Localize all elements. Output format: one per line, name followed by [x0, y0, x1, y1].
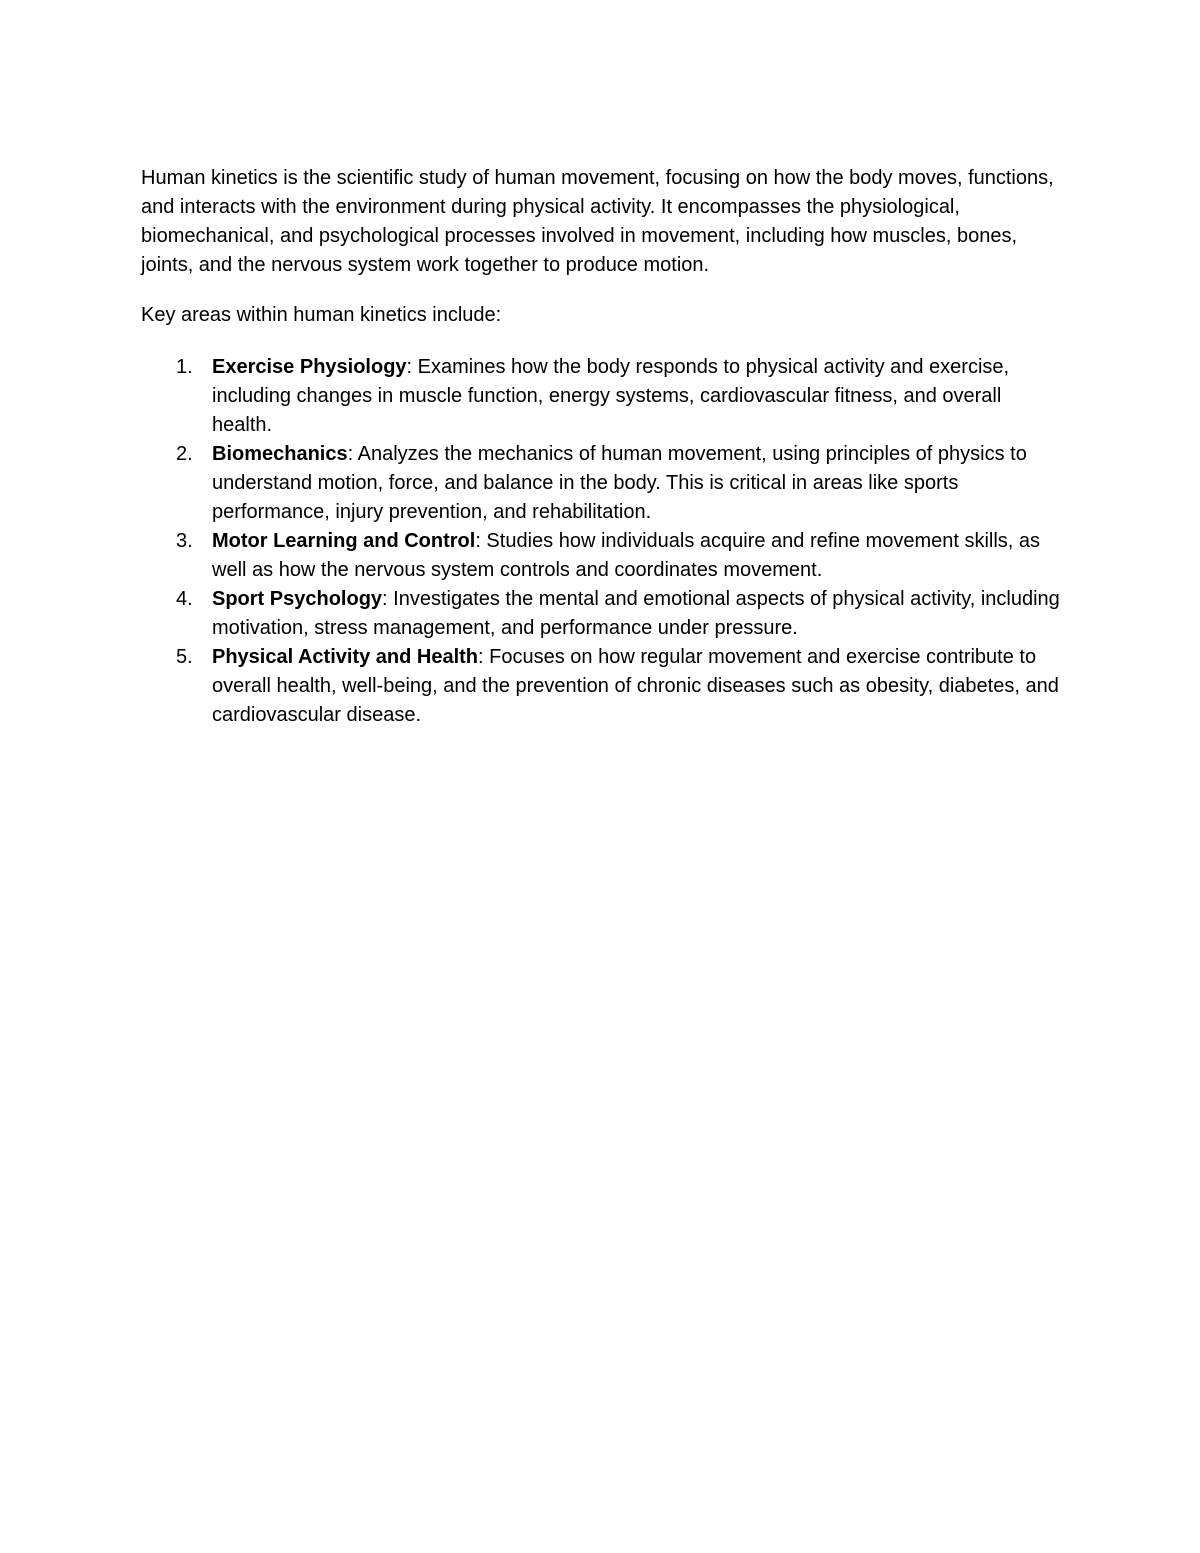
list-item-term: Sport Psychology: [212, 588, 383, 610]
list-lead-in: Key areas within human kinetics include:: [141, 304, 502, 326]
list-item-description: : Analyzes the mechanics of human movement, using principles of physics to understand motion, force, and balance in the body. This is critical in areas like sports performance, injury prevention, and rehabilitation.: [212, 443, 1027, 523]
list-item-number: 2.: [176, 443, 193, 465]
list-item: [141, 440, 1061, 527]
list-item-description: : Investigates the mental and emotional aspects of physical activity, including motivation, stress management, and performance under pressure.: [212, 588, 1060, 639]
list-item: [141, 353, 1061, 440]
list-item-number: 1.: [176, 356, 193, 378]
list-item-term: Physical Activity and Health: [212, 646, 479, 668]
list-item-number: 5.: [176, 646, 193, 668]
list-item-description: : Examines how the body responds to physical activity and exercise, including changes in muscle function, energy systems, cardiovascular fitness, and overall health.: [212, 356, 1010, 436]
list-item-term: Biomechanics: [212, 443, 348, 465]
list-item: [141, 585, 1061, 643]
list-item-description: : Focuses on how regular movement and exercise contribute to overall health, well-being, and the prevention of chronic diseases such as obesity, diabetes, and cardiovascular disease.: [212, 646, 1059, 726]
list-item-term: Exercise Physiology: [212, 356, 407, 378]
list-item-number: 4.: [176, 588, 193, 610]
list-item-description: : Studies how individuals acquire and refine movement skills, as well as how the nervous system controls and coordinates movement.: [212, 530, 1041, 581]
document-body: [141, 164, 1061, 730]
list-item: [141, 643, 1061, 730]
list-item-number: 3.: [176, 530, 193, 552]
list-item: [141, 527, 1061, 585]
intro-paragraph: Human kinetics is the scientific study of human movement, focusing on how the body moves, functions, and interacts with the environment during physical activity. It encompasses the physiological, biomechanical, and psychological processes involved in movement, including how muscles, bones, joints, and the nervous system work together to produce motion.: [141, 167, 1054, 276]
key-areas-list: [141, 353, 1061, 730]
list-item-term: Motor Learning and Control: [212, 530, 476, 552]
